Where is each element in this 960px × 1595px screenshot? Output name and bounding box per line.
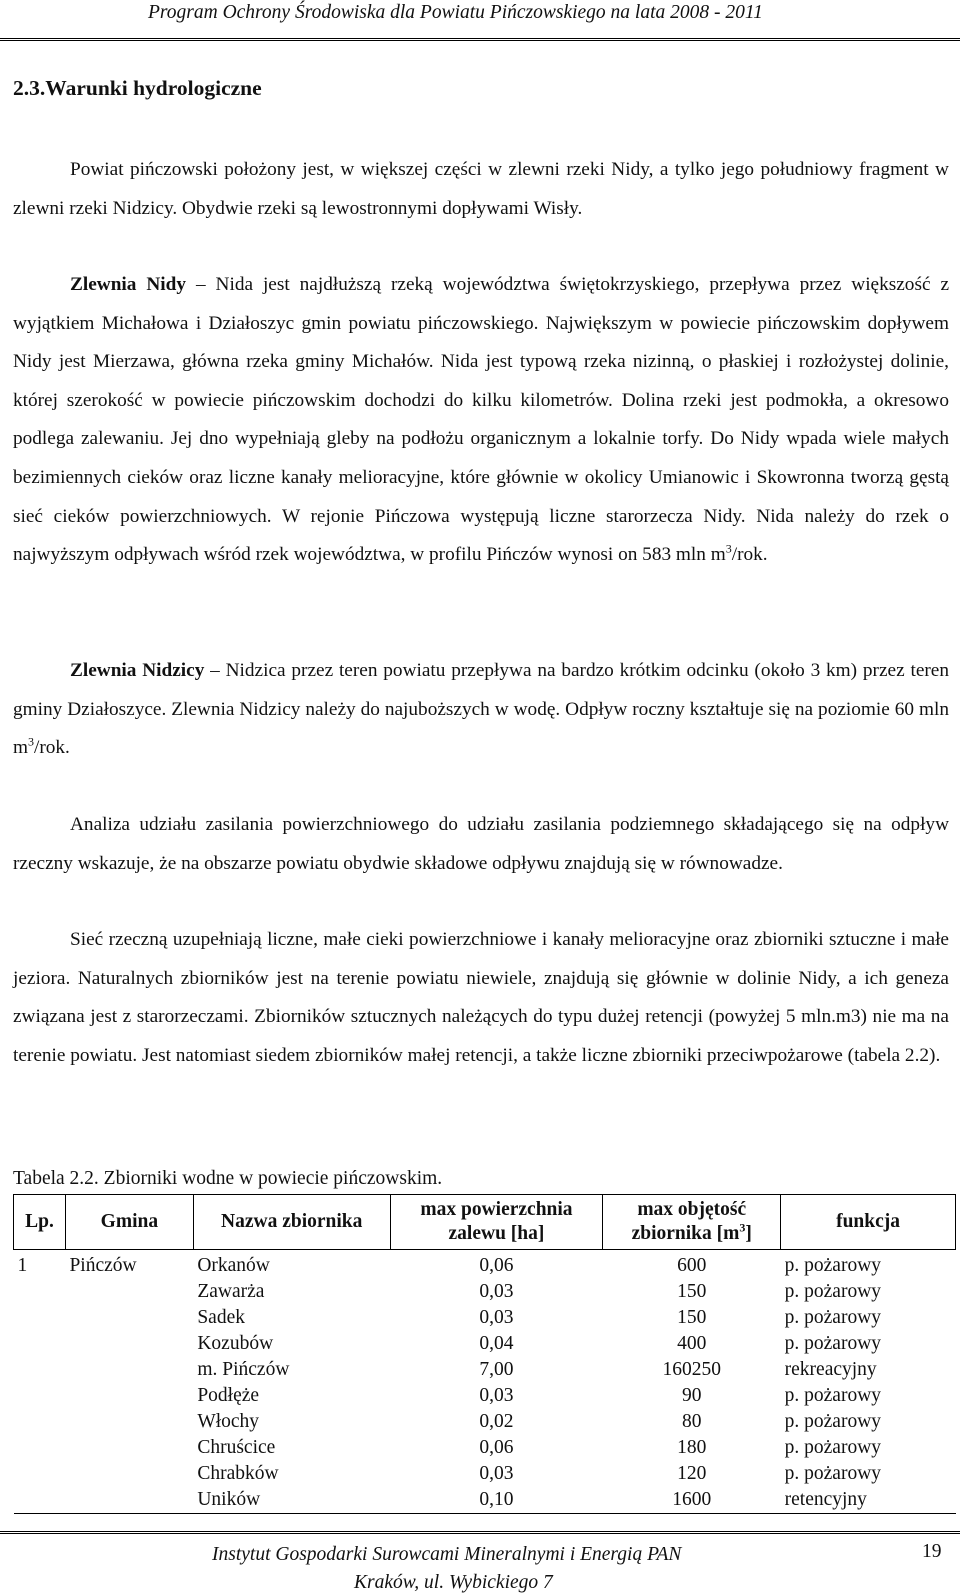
cell-gmina — [65, 1305, 193, 1331]
header-powierzchnia: max powierzchnia zalewu [ha] — [390, 1195, 603, 1250]
cell-funkcja: retencyjny — [781, 1487, 956, 1514]
table-row — [14, 1435, 956, 1461]
cell-powierzchnia: 0,03 — [479, 1307, 514, 1328]
cell-powierzchnia: 0,03 — [479, 1463, 514, 1484]
cell-nazwa: Sadek — [197, 1307, 245, 1328]
table-row — [14, 1409, 956, 1435]
paragraph-3 — [13, 652, 949, 768]
cell-gmina — [65, 1279, 193, 1305]
cell-lp — [14, 1279, 66, 1305]
cell-funkcja: p. pożarowy — [784, 1411, 882, 1432]
cell-lp — [14, 1357, 66, 1383]
cell-funkcja: p. pożarowy — [784, 1333, 882, 1354]
table-row — [14, 1305, 956, 1331]
paragraph-3-body: – Nidzica przez teren powiatu przepływa na bardzo krótkim odcinku (około 3 km) przez teren gminy Działoszyce. Zlewnia Nidzicy należy do najuboższych w wodę. Odpływ roczny kształtuje się na poziomie 60 mln m — [13, 660, 949, 759]
cell-objetosc: 160250 — [662, 1359, 721, 1380]
running-header: Program Ochrony Środowiska dla Powiatu Pińczowskiego na lata 2008 - 2011 — [148, 2, 763, 23]
footer-institute: Instytut Gospodarki Surowcami Mineralnymi i Energią PAN — [212, 1544, 682, 1565]
cell-gmina — [65, 1357, 193, 1383]
paragraph-1: Powiat pińczowski położony jest, w większej części w zlewni rzeki Nidy, a tylko jego południowy fragment w zlewni rzeki Nidzicy. Obydwie rzeki są lewostronnymi dopływami Wisły. — [13, 159, 949, 219]
header-nazwa: Nazwa zbiornika — [193, 1195, 390, 1250]
cell-powierzchnia: 0,10 — [390, 1487, 603, 1514]
cell-nazwa: Chruścice — [197, 1437, 276, 1458]
table-row — [14, 1461, 956, 1487]
cell-nazwa: Włochy — [197, 1411, 260, 1432]
cell-funkcja: p. pożarowy — [784, 1385, 882, 1406]
cell-lp — [14, 1461, 66, 1487]
cell-lp — [14, 1305, 66, 1331]
cell-lp: 1 — [17, 1255, 28, 1276]
cell-funkcja: rekreacyjny — [784, 1359, 877, 1380]
cell-objetosc: 180 — [677, 1437, 707, 1458]
cell-funkcja: p. pożarowy — [784, 1281, 882, 1302]
cell-powierzchnia: 0,03 — [479, 1385, 514, 1406]
cell-nazwa: Podłęże — [197, 1385, 260, 1406]
cell-gmina — [65, 1461, 193, 1487]
header-objetosc — [603, 1195, 781, 1250]
cell-funkcja: p. pożarowy — [784, 1307, 882, 1328]
table-row — [14, 1357, 956, 1383]
cell-objetosc: 150 — [677, 1307, 707, 1328]
cell-powierzchnia: 0,04 — [479, 1333, 514, 1354]
footer-address: Kraków, ul. Wybickiego 7 — [354, 1572, 553, 1593]
paragraph-3-superscript: 3 — [28, 734, 34, 749]
cell-objetosc: 600 — [677, 1255, 707, 1276]
cell-objetosc: 150 — [677, 1281, 707, 1302]
cell-funkcja: p. pożarowy — [784, 1255, 882, 1276]
paragraph-2-lead: Zlewnia Nidy — [70, 274, 187, 295]
cell-powierzchnia: 0,03 — [479, 1281, 514, 1302]
header-gmina: Gmina — [65, 1195, 193, 1250]
table-caption: Tabela 2.2. Zbiorniki wodne w powiecie pińczowskim. — [13, 1168, 443, 1189]
table-row — [14, 1383, 956, 1409]
section-heading: 2.3.Warunki hydrologiczne — [13, 76, 262, 100]
table-row — [14, 1487, 956, 1514]
cell-gmina — [65, 1487, 193, 1514]
header-objetosc-text: max objętość zbiornika [m — [631, 1199, 747, 1244]
cell-lp — [14, 1383, 66, 1409]
table-row — [14, 1331, 956, 1357]
header-objetosc-superscript: 3 — [739, 1220, 746, 1235]
cell-objetosc: 90 — [682, 1385, 702, 1406]
cell-gmina — [65, 1383, 193, 1409]
cell-powierzchnia: 7,00 — [479, 1359, 514, 1380]
cell-powierzchnia: 0,06 — [479, 1437, 514, 1458]
table-header-row — [14, 1195, 956, 1250]
cell-funkcja: p. pożarowy — [784, 1437, 882, 1458]
cell-powierzchnia: 0,02 — [479, 1411, 514, 1432]
cell-powierzchnia: 0,06 — [479, 1255, 514, 1276]
cell-nazwa: Kozubów — [197, 1333, 274, 1354]
cell-gmina: Pińczów — [69, 1255, 137, 1276]
header-lp: Lp. — [14, 1195, 66, 1250]
header-funkcja: funkcja — [781, 1195, 956, 1250]
paragraph-2-unit: /rok. — [731, 544, 768, 566]
cell-nazwa: Uników — [193, 1487, 390, 1514]
page-number: 19 — [922, 1541, 942, 1562]
paragraph-2-superscript: 3 — [725, 541, 732, 556]
cell-nazwa: Zawarża — [197, 1281, 265, 1302]
paragraph-5: Sieć rzeczną uzupełniają liczne, małe cieki powierzchniowe i kanały melioracyjne oraz zbiorniki sztuczne i małe jeziora. Naturalnych zbiorników jest na terenie powiatu niewiele, znajdują się głównie w dolinie Nidy, a ich geneza związana jest z starorzeczami. Zbiorników sztucznych należących do typu dużej retencji (powyżej 5 mln.m3) nie ma na terenie powiatu. Jest natomiast siedem zbiorników małej retencji, a także liczne zbiorniki przeciwpożarowe (tabela 2.2). — [13, 929, 949, 1066]
cell-funkcja: p. pożarowy — [784, 1463, 882, 1484]
cell-objetosc: 120 — [677, 1463, 707, 1484]
cell-lp — [14, 1409, 66, 1435]
cell-gmina — [65, 1409, 193, 1435]
cell-objetosc: 80 — [682, 1411, 702, 1432]
paragraph-2 — [13, 266, 949, 575]
cell-nazwa: m. Pińczów — [197, 1359, 290, 1380]
paragraph-3-lead: Zlewnia Nidzicy — [70, 660, 205, 681]
cell-objetosc: 400 — [677, 1333, 707, 1354]
paragraph-3-unit: /rok. — [34, 737, 70, 759]
footer-rule — [0, 1531, 960, 1536]
header-objetosc-bracket: ] — [745, 1223, 752, 1244]
cell-lp — [14, 1487, 66, 1514]
cell-nazwa: Orkanów — [197, 1255, 270, 1276]
cell-nazwa: Chrabków — [197, 1463, 279, 1484]
cell-lp — [14, 1331, 66, 1357]
table-row — [14, 1250, 956, 1280]
header-rule — [0, 38, 960, 43]
paragraph-2-body: – Nida jest najdłuższą rzeką województwa świętokrzyskiego, przepływa przez większość z wyjątkiem Michałowa i Działoszyc gmin powiatu pińczowskiego. Największym w powiecie pińczowskim dopływem Nidy jest Mierzawa, główna rzeka gminy Michałów. Nida jest typową rzeka nizinną, o płaskiej i rozłożystej dolinie, której szerokość w powiecie pińczowskim dochodzi do kilku kilometrów. Dolina rzeki jest podmokła, a okresowo podlega zalewaniu. Jej dno wypełniają gleby na podłożu organicznym a lokalnie torfy. Do Nidy wpada wiele małych bezimiennych cieków oraz liczne kanały melioracyjne, które głównie w okolicy Umianowic i Skowronna tworzą gęstą sieć cieków powierzchniowych. W rejonie Pińczowa występują liczne starorzecza Nidy. Nida należy do rzek o najwyższym odpływach wśród rzek województwa, w profilu Pińczów wynosi on 583 mln m — [13, 274, 950, 566]
cell-gmina — [65, 1435, 193, 1461]
cell-lp — [14, 1435, 66, 1461]
table-row — [14, 1279, 956, 1305]
cell-objetosc: 1600 — [603, 1487, 781, 1514]
cell-gmina — [65, 1331, 193, 1357]
paragraph-4: Analiza udziału zasilania powierzchniowego do udziału zasilania podziemnego składającego się na odpływ rzeczny wskazuje, że na obszarze powiatu obydwie składowe odpływu znajdują się w równowadze. — [13, 814, 949, 874]
reservoirs-table — [13, 1194, 956, 1514]
